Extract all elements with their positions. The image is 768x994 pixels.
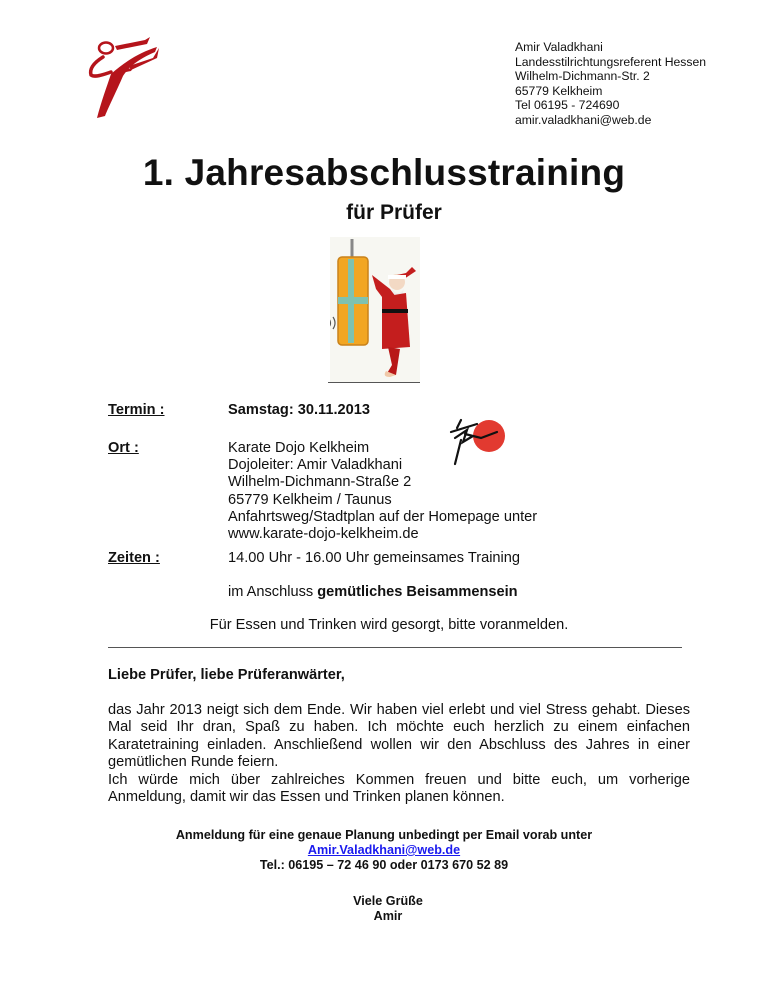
dojo-sun-logo-icon — [447, 418, 507, 466]
zeiten-time: 14.00 Uhr - 16.00 Uhr gemeinsames Training — [228, 550, 521, 566]
ort-line: Karate Dojo Kelkheim — [228, 440, 370, 456]
sender-name: Amir Valadkhani — [515, 40, 603, 54]
santa-karate-kick-icon — [330, 237, 420, 382]
ort-line: 65779 Kelkheim / Taunus — [228, 491, 392, 508]
ort-website: www.karate-dojo-kelkheim.de — [228, 526, 419, 543]
letter-paragraph: Ich würde mich über zahlreiches Kommen freuen und bitte euch, um vorherige Anmeldung, damit wir das Essen und Trinken planen können. — [108, 772, 690, 806]
sender-email: amir.valadkhani@web.de — [515, 112, 652, 127]
zeiten-label: Zeiten : — [108, 550, 160, 566]
registration-phone: Tel.: 06195 – 72 46 90 oder 0173 670 52 89 — [259, 858, 509, 872]
food-note: Für Essen und Trinken wird gesorgt, bitte voranmelden. — [209, 617, 569, 633]
page-subtitle: für Prüfer — [346, 201, 442, 224]
closing — [0, 894, 768, 924]
zeiten-after-prefix: im Anschluss — [228, 584, 318, 600]
sender-street: Wilhelm-Dichmann-Str. 2 — [515, 69, 650, 84]
zeiten-after — [228, 584, 518, 601]
ort-line: Anfahrtsweg/Stadtplan auf der Homepage unter — [228, 508, 538, 525]
sender-phone: Tel 06195 - 724690 — [515, 98, 620, 113]
letter-paragraph: das Jahr 2013 neigt sich dem Ende. Wir haben viel erlebt und viel Stress gehabt. Dieses Mal seid Ihr dran, Spaß zu haben. Ich möchte euch herzlich zu einem einfachen Karatetraining einladen. Anschließend wollen wir den Abschluss des Jahres in einer gemütlichen Runde feiern. — [108, 702, 690, 770]
termin-label: Termin : — [108, 402, 165, 418]
zeiten-after-bold: gemütliches Beisammensein — [317, 584, 518, 600]
closing-greeting: Viele Grüße — [353, 894, 423, 908]
ort-label: Ort : — [108, 440, 139, 456]
sender-address — [515, 40, 706, 128]
section-divider — [108, 647, 682, 648]
closing-name: Amir — [373, 909, 403, 923]
page-title: 1. Jahresabschlusstraining — [142, 152, 626, 193]
sender-city: 65779 Kelkheim — [515, 83, 603, 98]
registration-block — [0, 828, 768, 873]
registration-email-link[interactable]: Amir.Valadkhani@web.de — [307, 843, 461, 857]
ort-line: Wilhelm-Dichmann-Straße 2 — [228, 474, 412, 491]
salutation: Liebe Prüfer, liebe Prüferanwärter, — [108, 667, 345, 683]
illustration-divider — [328, 382, 420, 383]
registration-text: Anmeldung für eine genaue Planung unbedingt per Email vorab unter — [175, 828, 593, 842]
sender-role: Landesstilrichtungsreferent Hessen — [515, 54, 707, 69]
termin-value: Samstag: 30.11.2013 — [228, 402, 370, 418]
karate-kicker-logo-icon — [75, 30, 185, 140]
ort-line: Dojoleiter: Amir Valadkhani — [228, 457, 403, 474]
